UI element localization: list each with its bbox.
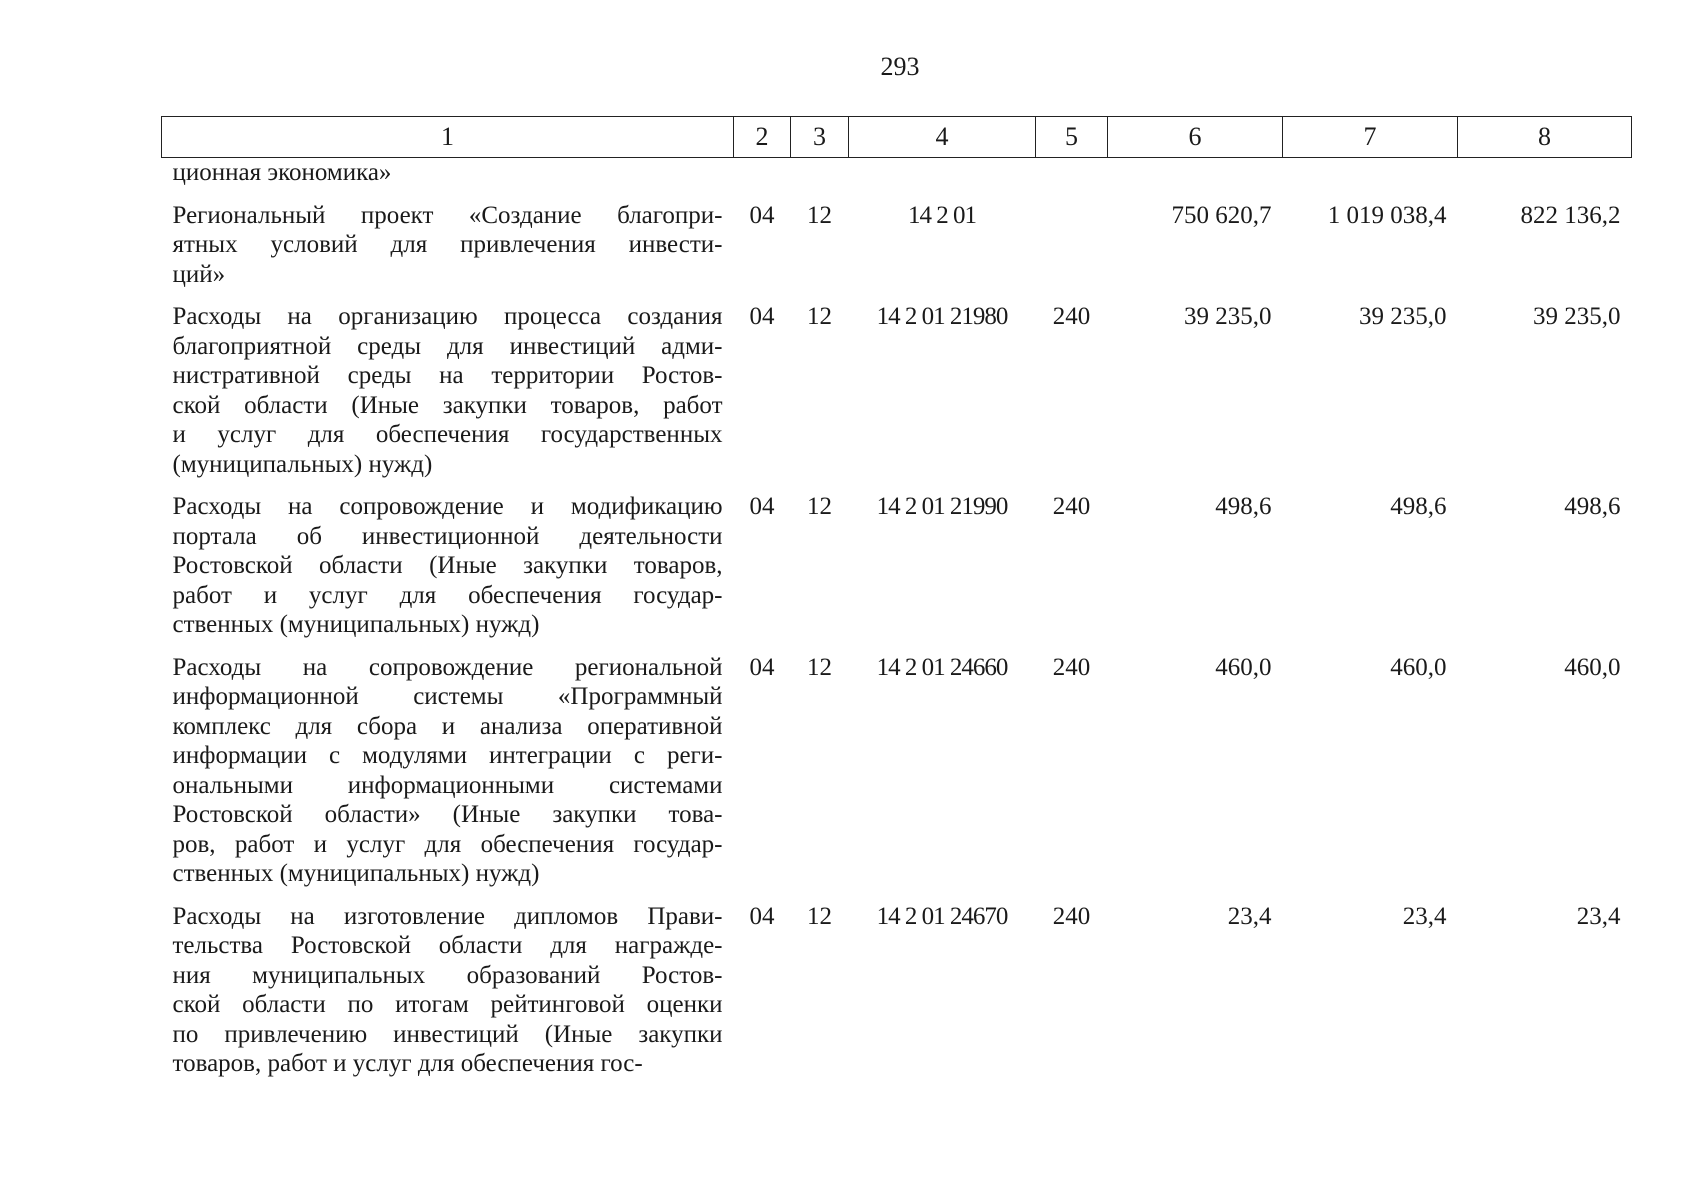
row-name-line: ональными информационными системами [172,771,723,799]
subsection-code: 12 [807,303,832,330]
row-name-line: ния муниципальных образований Ростов- [172,961,723,989]
row-name-line: информации с модулями интеграции с реги- [172,742,723,769]
row-name [162,289,734,479]
amount-col-7: 498,6 [1390,493,1447,520]
amount-col-7: 23,4 [1402,902,1447,930]
subsection-code: 12 [807,653,832,681]
row-name-line: по привлечению инвестиций (Иные закупки [172,1020,723,1048]
row-name-line: товаров, работ и услуг для обеспечения гос- [172,1050,643,1077]
amount-col-7 [1283,158,1458,188]
amount-col-7: 39 235,0 [1359,303,1447,330]
subsection-code: 12 [807,493,832,520]
row-name-line: ственных (муниципальных) нужд) [172,860,540,887]
amount-col-7: 1 019 038,4 [1327,201,1447,229]
target-article-code [849,158,1036,188]
row-name-line: работ и услуг для обеспечения государ- [172,581,723,609]
amount-col-8: 39 235,0 [1533,303,1621,330]
expense-type-code: 240 [1052,493,1091,520]
expense-type-code: 240 [1052,653,1091,681]
row-name-line: Ростовской области (Иные закупки товаров, [172,552,723,579]
row-name [162,479,734,640]
row-name-line: ственных (муниципальных) нужд) [172,611,540,638]
amount-col-6: 39 235,0 [1184,303,1272,330]
section-code: 04 [749,902,775,930]
row-name [162,158,734,188]
expense-type-code [1036,158,1108,188]
expense-type-code: 240 [1052,902,1091,930]
row-name-line: Расходы на изготовление дипломов Прави- [172,902,723,930]
column-header-8: 8 [1458,117,1632,158]
row-name-line: и услуг для обеспечения государственных [172,421,723,448]
row-name-line: информационной системы «Программный [172,683,723,710]
amount-col-8: 498,6 [1564,493,1621,520]
section-code: 04 [749,303,775,330]
section-code: 04 [749,493,775,520]
column-header-5: 5 [1036,117,1108,158]
row-name-line: Расходы на сопровождение и модификацию [172,493,723,520]
row-name-line: портала об инвестиционной деятельности [172,522,723,550]
row-name-line: Ростовской области» (Иные закупки това- [172,801,723,828]
amount-col-6: 498,6 [1215,493,1272,520]
row-name-line: ций» [172,260,226,288]
amount-col-6: 23,4 [1227,902,1272,930]
row-name-line: благоприятной среды для инвестиций адми- [172,332,723,360]
page-number: 293 [880,52,920,81]
table-body [162,158,1632,1079]
amount-col-8: 822 136,2 [1520,201,1621,229]
table-row [162,640,1632,889]
amount-col-8 [1458,158,1632,188]
amount-col-6: 460,0 [1215,653,1272,681]
row-name-line: ционная экономика» [172,159,392,186]
section-code: 04 [749,653,775,681]
table-row [162,188,1632,290]
expense-type-code: 240 [1052,303,1091,330]
expense-type-code [1036,188,1108,290]
section-code: 04 [749,201,775,229]
amount-col-8: 460,0 [1564,653,1621,681]
row-name-line: нистративной среды на территории Ростов- [172,362,723,389]
column-header-1: 1 [162,117,734,158]
table-row [162,889,1632,1079]
subsection-code: 12 [807,902,832,930]
budget-table-container [161,116,1631,1079]
column-header-4: 4 [849,117,1036,158]
table-row [162,158,1632,188]
budget-table [161,116,1632,1079]
column-header-6: 6 [1108,117,1283,158]
row-name-line: ров, работ и услуг для обеспечения государ- [172,830,723,858]
row-name [162,188,734,290]
row-name-line: Расходы на сопровождение региональной [172,653,723,681]
target-article-code: 14 2 01 [908,201,976,229]
row-name-line: тельства Ростовской области для награжде- [172,932,723,959]
section-code [734,158,791,188]
column-header-3: 3 [791,117,849,158]
table-row [162,289,1632,479]
row-name [162,889,734,1079]
target-article-code: 14 2 01 24660 [876,653,1008,681]
subsection-code: 12 [807,201,832,229]
row-name-line: ской области по итогам рейтинговой оценки [172,991,723,1018]
row-name-line: ятных условий для привлечения инвести- [172,231,723,258]
column-header-2: 2 [734,117,791,158]
table-header-row [162,117,1632,158]
table-row [162,479,1632,640]
row-name-line: Расходы на организацию процесса создания [172,303,723,330]
column-header-7: 7 [1283,117,1458,158]
row-name-line: комплекс для сбора и анализа оперативной [172,712,723,740]
target-article-code: 14 2 01 24670 [876,902,1008,930]
subsection-code [791,158,849,188]
amount-col-6 [1108,158,1283,188]
row-name-line: Региональный проект «Создание благопри- [172,201,723,229]
amount-col-7: 460,0 [1390,653,1447,681]
row-name-line: ской области (Иные закупки товаров, работ [172,391,723,419]
amount-col-6: 750 620,7 [1171,201,1272,229]
target-article-code: 14 2 01 21990 [876,493,1008,520]
target-article-code: 14 2 01 21980 [876,303,1008,330]
row-name [162,640,734,889]
row-name-line: (муниципальных) нужд) [172,450,433,478]
amount-col-8: 23,4 [1576,902,1621,930]
